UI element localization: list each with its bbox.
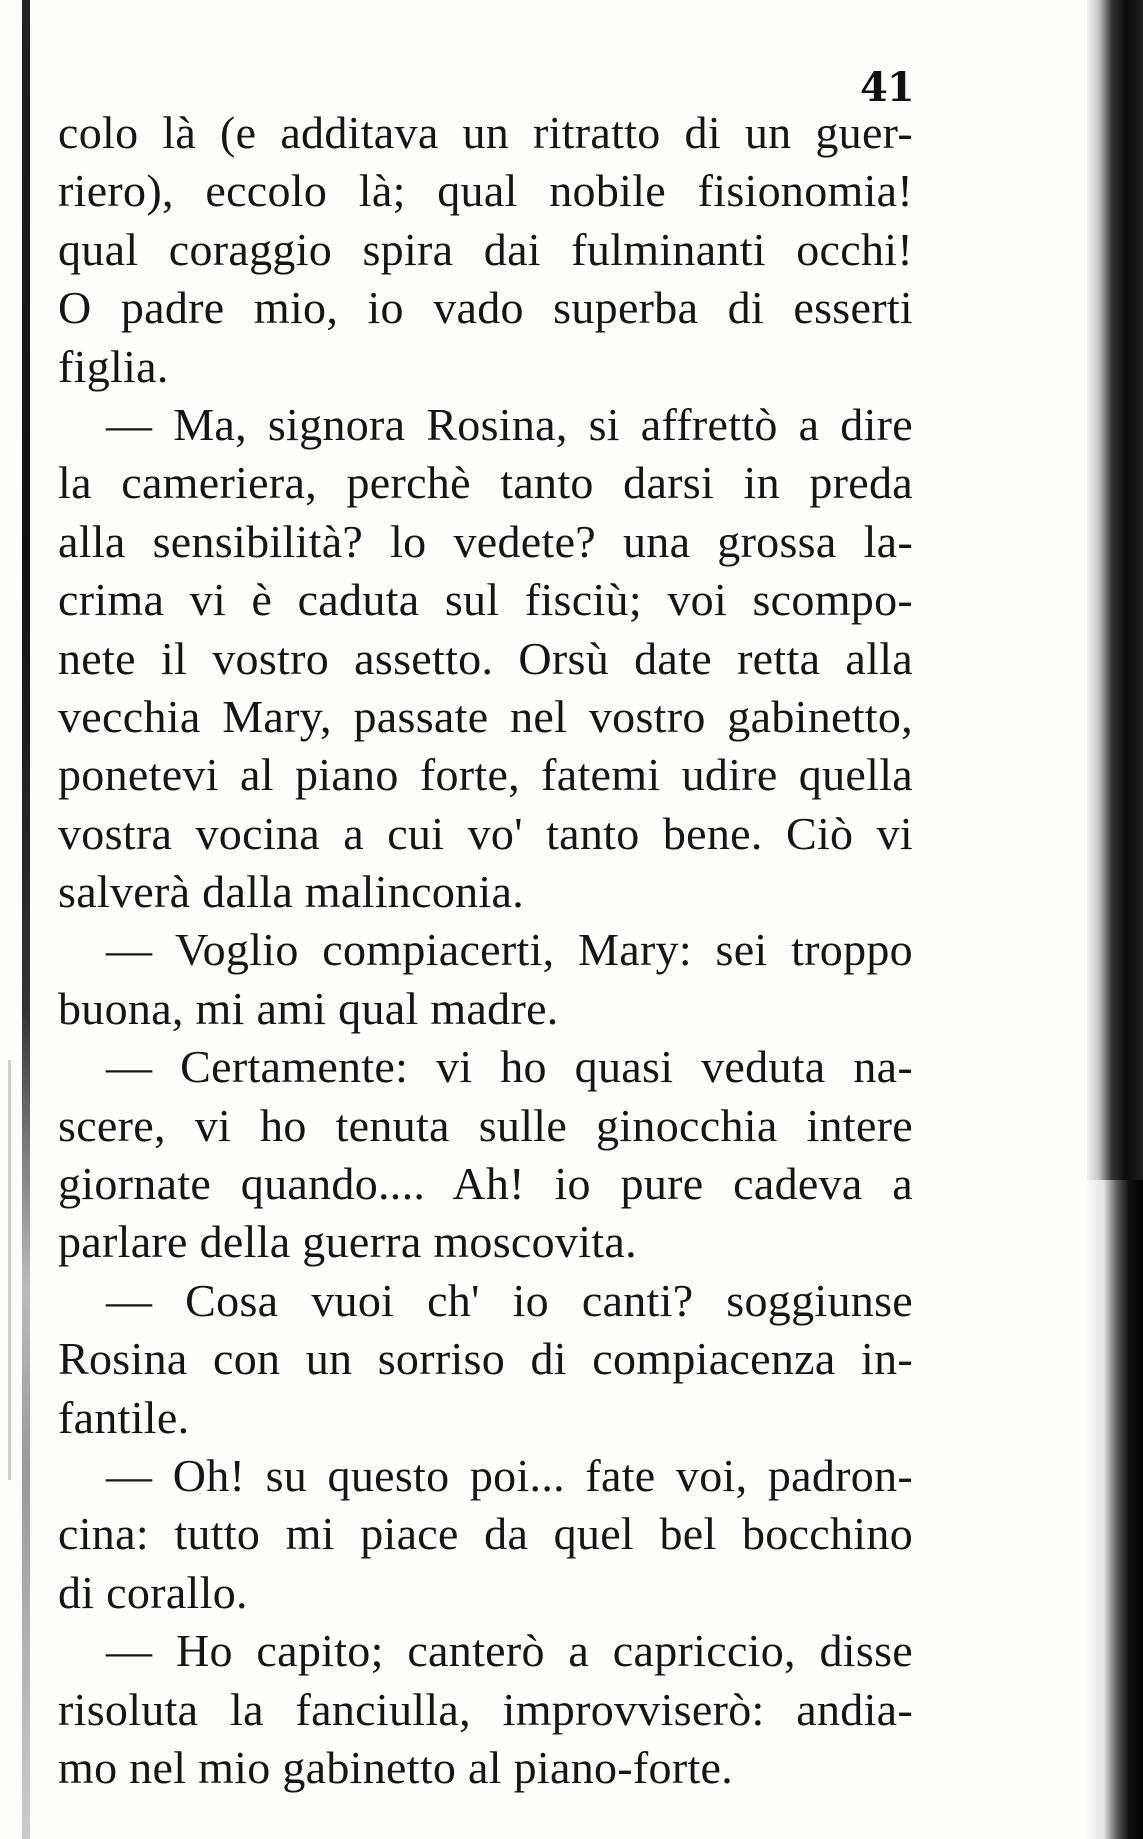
text-line: — Ho capito; canterò a capriccio, disse [106, 1625, 913, 1677]
text-line: Rosina con un sorriso di compiacenza in- [58, 1333, 913, 1385]
text-line: alla sensibilità? lo vedete? una grossa la- [58, 515, 913, 567]
text-line: la cameriera, perchè tanto darsi in preda [58, 457, 913, 509]
text-line: di corallo. [58, 1566, 248, 1618]
text-line: vostra vocina a cui vo' tanto bene. Ciò vi [58, 807, 913, 859]
text-line: buona, mi ami qual madre. [58, 982, 559, 1034]
body-text [58, 104, 913, 1797]
text-line: — Ma, signora Rosina, si affrettò a dire [106, 398, 913, 450]
text-line: O padre mio, io vado superba di esserti [58, 282, 913, 334]
text-line: colo là (e additava un ritratto di un guer- [58, 107, 913, 158]
text-line: risoluta la fanciulla, improvviserò: andia- [58, 1683, 913, 1735]
scan-edge-left [22, 0, 30, 1839]
text-line: figlia. [58, 340, 169, 392]
text-line: riero), eccolo là; qual nobile fisionomia! [58, 165, 913, 217]
text-line: ponetevi al piano forte, fatemi udire quella [58, 749, 913, 801]
text-line: crima vi è caduta sul fisciù; voi scompo- [58, 574, 913, 626]
scan-edge-right-lower [1087, 1180, 1143, 1839]
text-line: cina: tutto mi piace da quel bel bocchino [58, 1508, 913, 1560]
text-line: salverà dalla malinconia. [58, 866, 525, 918]
text-line: mo nel mio gabinetto al piano-forte. [58, 1741, 734, 1793]
text-line: nete il vostro assetto. Orsù date retta alla [58, 632, 913, 684]
text-line: qual coraggio spira dai fulminanti occhi! [58, 223, 913, 275]
text-line: — Oh! su questo poi... fate voi, padron- [106, 1449, 913, 1501]
text-line: — Voglio compiacerti, Mary: sei troppo [106, 924, 913, 976]
text-line: fantile. [58, 1391, 190, 1443]
text-line: — Cosa vuoi ch' io canti? soggiunse [106, 1274, 913, 1326]
text-line: scere, vi ho tenuta sulle ginocchia intere [58, 1099, 913, 1151]
text-line: vecchia Mary, passate nel vostro gabinetto, [58, 690, 913, 742]
text-line: — Certamente: vi ho quasi veduta na- [106, 1041, 913, 1093]
scan-edge-left-thin [8, 1060, 11, 1480]
page-number: 41 [860, 64, 914, 111]
text-line: parlare della guerra moscovita. [58, 1216, 637, 1268]
text-line: giornate quando.... Ah! io pure cadeva a [58, 1158, 913, 1210]
